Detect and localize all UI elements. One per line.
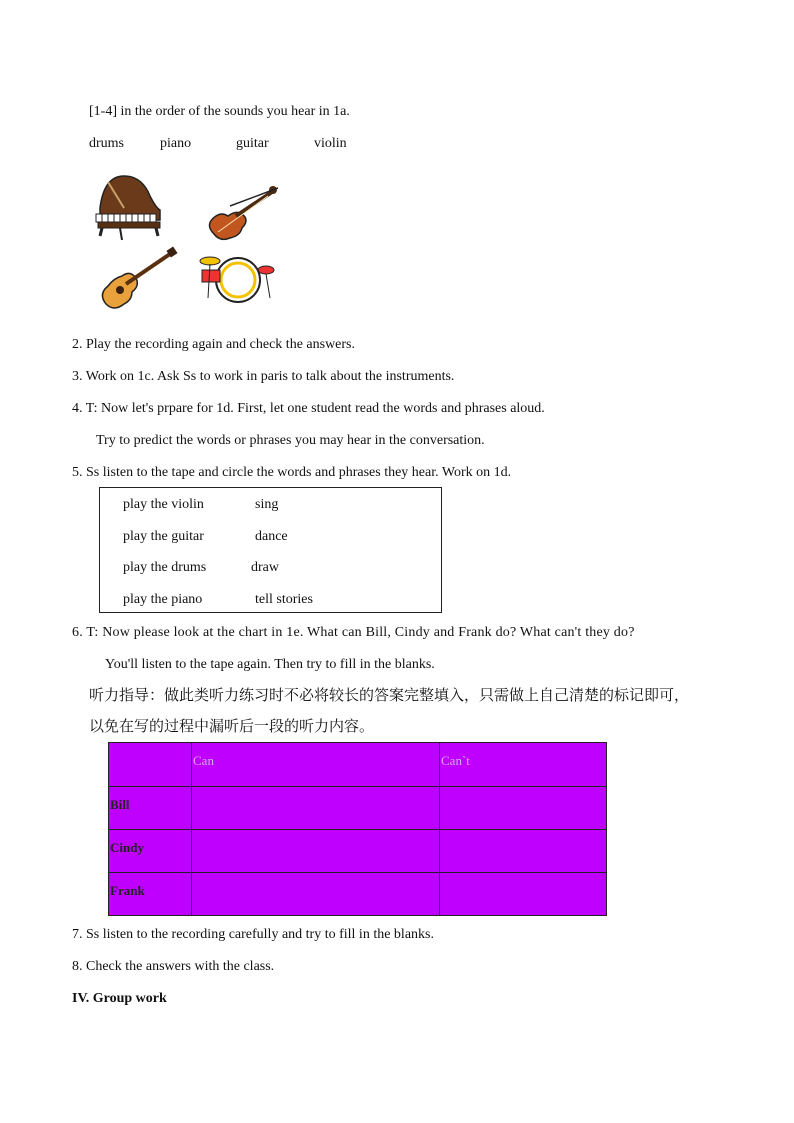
phrase-play-violin: play the violin [123, 497, 204, 512]
instruments-illustration [90, 168, 280, 310]
phrase-row [123, 592, 313, 608]
word-piano: piano [160, 136, 192, 151]
can-cant-chart [108, 742, 607, 916]
phrase-play-guitar: play the guitar [123, 529, 204, 544]
phrase-play-piano: play the piano [123, 592, 203, 607]
phrase-tell-stories: tell stories [255, 592, 313, 607]
step-5: 5. Ss listen to the tape and circle the words and phrases they hear. Work on 1d. [72, 465, 512, 480]
phrase-row [123, 529, 288, 545]
chart-cell-cindy-can[interactable] [192, 830, 440, 873]
step-8: 8. Check the answers with the class. [72, 959, 275, 974]
phrase-draw: draw [251, 560, 279, 575]
step-6: 6. T: Now please look at the chart in 1e. What can Bill, Cindy and Frank do? What can't they do? [72, 625, 635, 640]
chart-row-label-bill: Bill [109, 787, 192, 830]
chart-cell-bill-can[interactable] [192, 787, 440, 830]
guitar-icon [102, 246, 177, 308]
chart-row-label-frank: Frank [109, 873, 192, 916]
phrase-play-drums: play the drums [123, 560, 207, 575]
step-3: 3. Work on 1c. Ask Ss to work in paris to talk about the instruments. [72, 369, 455, 384]
word-violin: violin [314, 136, 347, 151]
step-4-continued: Try to predict the words or phrases you may hear in the conversation. [96, 433, 485, 448]
chart-cell-cindy-cant[interactable] [440, 830, 607, 873]
listening-tip-line2: 以免在写的过程中漏听后一段的听力内容。 [89, 717, 375, 735]
phrase-row [123, 560, 279, 576]
chart-cell-frank-can[interactable] [192, 873, 440, 916]
step-6-continued: You'll listen to the tape again. Then try to fill in the blanks. [105, 657, 435, 672]
step-7: 7. Ss listen to the recording carefully and try to fill in the blanks. [72, 927, 434, 942]
chart-header-blank [109, 743, 192, 787]
violin-icon [209, 186, 278, 239]
listening-tip-line1: 听力指导：做此类听力练习时不必将较长的答案完整填入，只需做上自己清楚的标记即可， [89, 686, 690, 704]
step-4: 4. T: Now let's prpare for 1d. First, let one student read the words and phrases aloud. [72, 401, 545, 416]
phrase-row [123, 497, 279, 513]
chart-cell-frank-cant[interactable] [440, 873, 607, 916]
word-drums: drums [89, 136, 124, 151]
instruction-order: [1-4] in the order of the sounds you hear in 1a. [89, 104, 350, 119]
instrument-words [89, 135, 347, 153]
chart-header-can: Can [192, 743, 440, 787]
chart-header-cant: Can`t [440, 743, 607, 787]
phrase-sing: sing [255, 497, 279, 512]
drums-icon [200, 257, 274, 302]
section-heading-group-work: IV. Group work [72, 991, 167, 1006]
phrase-dance: dance [255, 529, 288, 544]
chart-row-label-cindy: Cindy [109, 830, 192, 873]
word-guitar: guitar [236, 136, 269, 151]
piano-icon [96, 176, 160, 240]
phrase-box [99, 487, 442, 613]
step-2: 2. Play the recording again and check the answers. [72, 337, 356, 352]
chart-cell-bill-cant[interactable] [440, 787, 607, 830]
